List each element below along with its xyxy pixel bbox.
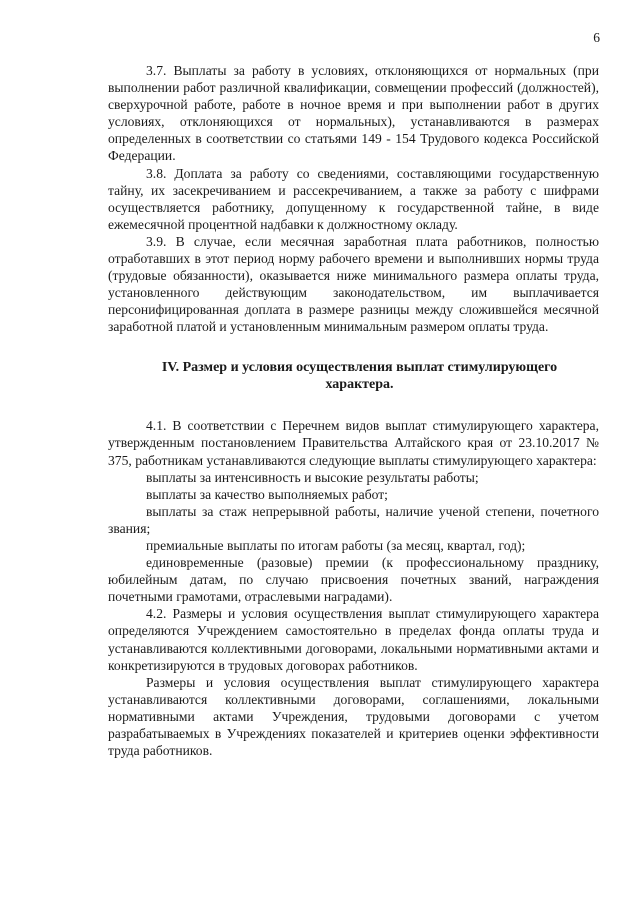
paragraph-4-1: 4.1. В соответствии с Перечнем видов выплат стимулирующего характера, утвержденным постановлением Правительства Алтайского края от 23.10.2017 № 375, работникам устанавливаются следующие выплаты стимулирующего характера: [108,418,599,468]
paragraph-4-2-cont: Размеры и условия осуществления выплат стимулирующего характера устанавливаются коллективными договорами, соглашениями, локальными нормативными актами Учреждения, трудовыми договорами с учетом разрабатываемых в Учреждениях показателей и критериев оценки эффективности труда работников. [108,674,599,759]
paragraph-3-9: 3.9. В случае, если месячная заработная плата работников, полностью отработавших в этот период норму рабочего времени и выполнивших нормы труда (трудовые обязанности), оказывается ниже минимального размера оплаты труда, установленного действующим законодательством, им выплачивается персонифицированная доплата в размере разницы между сложившейся месячной заработной платой и установленным минимальным размером оплаты труда. [108,233,599,335]
list-item: выплаты за интенсивность и высокие результаты работы; [146,469,479,485]
list-item: выплаты за качество выполняемых работ; [146,486,388,502]
section-heading: IV. Размер и условия осуществления выплат стимулирующего характера. [161,359,558,392]
paragraph-3-8: 3.8. Доплата за работу со сведениями, составляющими государственную тайну, их засекречиванием и рассекречиванием, а также за работу с шифрами осуществляется работнику, допущенному к государственной тайне, в виде ежемесячной процентной надбавки к должностному окладу. [108,165,599,232]
page-number: 6 [593,30,600,45]
list-item: премиальные выплаты по итогам работы (за месяц, квартал, год); [146,537,526,553]
paragraph-3-7: 3.7. Выплаты за работу в условиях, отклоняющихся от нормальных (при выполнении работ различной квалификации, совмещении профессий (должностей), сверхурочной работе, работе в ночное время и при выполнении работ в других условиях, отклоняющихся от нормальных), устанавливаются в размерах определенных в соответствии со статьями 149 - 154 Трудового кодекса Российской Федерации. [108,63,599,164]
document-body [108,62,599,759]
paragraph-4-2: 4.2. Размеры и условия осуществления выплат стимулирующего характера определяются Учреждением самостоятельно в пределах фонда оплаты труда и устанавливаются коллективными договорами, локальными нормативными актами и конкретизируются в трудовых договорах работников. [108,606,599,673]
list-item: выплаты за стаж непрерывной работы, наличие ученой степени, почетного звания; [108,503,599,536]
list-item: единовременные (разовые) премии (к профессиональному празднику, юбилейным датам, по случаю присвоения почетных званий, награждения почетными грамотами, отраслевыми наградами). [108,555,599,605]
